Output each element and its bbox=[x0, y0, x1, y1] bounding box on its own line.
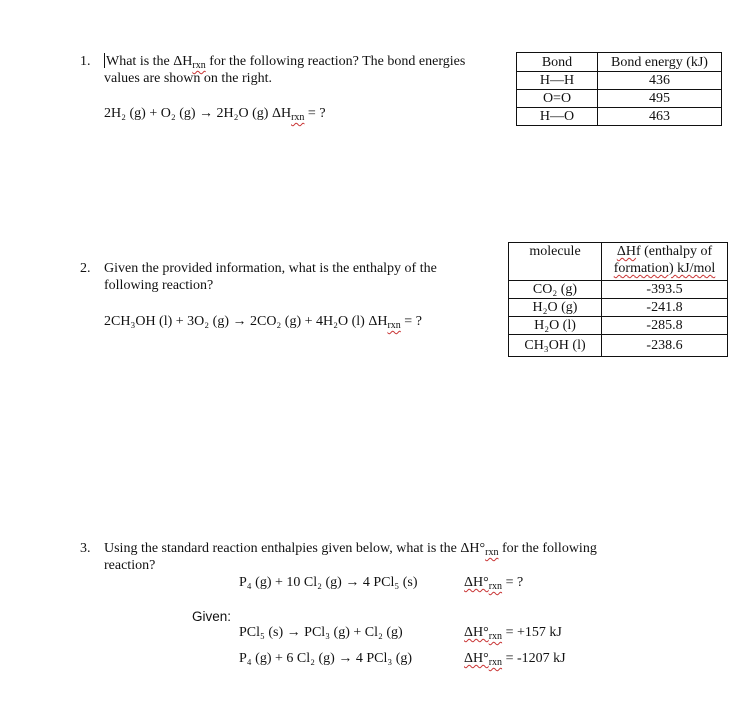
q1-line1-pre: What is the ΔH bbox=[106, 54, 193, 69]
table-row bbox=[517, 72, 722, 90]
q3-given-dh-2-symbol: ΔH° bbox=[464, 651, 489, 666]
table-header-row bbox=[517, 53, 722, 72]
header-dhf-rest: f (enthalpy of bbox=[635, 244, 713, 259]
q2-reaction-end: = ? bbox=[400, 314, 422, 329]
q3-given-dh-2 bbox=[464, 650, 566, 667]
q1-reaction bbox=[104, 105, 326, 122]
table-row bbox=[509, 335, 728, 357]
table-row bbox=[509, 299, 728, 317]
energy-cell: 436 bbox=[598, 72, 722, 90]
enthalpy-table bbox=[508, 242, 728, 357]
molecule-cell: CO₂ (g) bbox=[509, 281, 602, 299]
q1-reaction-end: = ? bbox=[304, 106, 326, 121]
q3-given-dh-1-value: = +157 kJ bbox=[502, 625, 562, 640]
q1-reaction-text: 2H₂ (g) + O₂ (g) → 2H₂O (g) ΔH bbox=[104, 106, 292, 121]
q1-number: 1. bbox=[80, 54, 91, 69]
q3-target-dh-symbol: ΔH° bbox=[464, 575, 489, 590]
table-row bbox=[509, 281, 728, 299]
table-row bbox=[517, 90, 722, 108]
bond-cell: H—O bbox=[517, 108, 598, 126]
header-molecule: molecule bbox=[509, 243, 602, 281]
q2-number: 2. bbox=[80, 261, 91, 276]
enthalpy-cell: -285.8 bbox=[602, 317, 728, 335]
q2-reaction-sub: rxn bbox=[387, 320, 401, 331]
header-bond-energy: Bond energy (kJ) bbox=[598, 53, 722, 72]
q1-reaction-sub: rxn bbox=[291, 112, 305, 123]
enthalpy-cell: -238.6 bbox=[602, 335, 728, 357]
q3-given-dh-1-sub: rxn bbox=[488, 631, 503, 642]
header-dhf-symbol: ΔH bbox=[616, 244, 636, 259]
table-row bbox=[509, 317, 728, 335]
q3-line1-sub: rxn bbox=[485, 547, 499, 558]
q2-line2: following reaction? bbox=[104, 278, 214, 293]
energy-cell: 495 bbox=[598, 90, 722, 108]
bond-cell: H—H bbox=[517, 72, 598, 90]
q3-line1-pre: Using the standard reaction enthalpies given below, what is the ΔH° bbox=[104, 541, 486, 556]
enthalpy-cell: -393.5 bbox=[602, 281, 728, 299]
bond-energy-table bbox=[516, 52, 722, 126]
header-bond: Bond bbox=[517, 53, 598, 72]
q3-number: 3. bbox=[80, 541, 91, 556]
q3-given-reaction-2: P₄ (g) + 6 Cl₂ (g) → 4 PCl₃ (g) bbox=[239, 651, 413, 666]
q1-line1 bbox=[104, 53, 465, 70]
table-row bbox=[517, 108, 722, 126]
energy-cell: 463 bbox=[598, 108, 722, 126]
text-cursor bbox=[104, 53, 105, 68]
header-dhf-line2: formation) kJ/mol bbox=[613, 261, 716, 276]
q3-given-dh-1-symbol: ΔH° bbox=[464, 625, 489, 640]
q3-target-dh bbox=[464, 574, 523, 591]
molecule-cell: H₂O (l) bbox=[509, 317, 602, 335]
q1-line1-post: for the following reaction? The bond energies bbox=[205, 54, 466, 69]
q3-given-dh-2-value: = -1207 kJ bbox=[502, 651, 566, 666]
q3-target-dh-end: = ? bbox=[502, 575, 524, 590]
q2-reaction bbox=[104, 313, 422, 330]
q3-given-label: Given: bbox=[192, 609, 232, 624]
q3-given-dh-2-sub: rxn bbox=[488, 657, 503, 668]
q3-target-reaction: P₄ (g) + 10 Cl₂ (g) → 4 PCl₅ (s) bbox=[239, 575, 418, 590]
q2-line1: Given the provided information, what is the enthalpy of the bbox=[104, 261, 437, 276]
q3-given-dh-1 bbox=[464, 624, 562, 641]
q3-line2: reaction? bbox=[104, 558, 156, 573]
bond-cell: O=O bbox=[517, 90, 598, 108]
q3-target-dh-sub: rxn bbox=[488, 581, 503, 592]
molecule-cell: H₂O (g) bbox=[509, 299, 602, 317]
table-header-row bbox=[509, 243, 728, 281]
enthalpy-cell: -241.8 bbox=[602, 299, 728, 317]
molecule-cell: CH₃OH (l) bbox=[509, 335, 602, 357]
q1-line2: values are shown on the right. bbox=[104, 71, 272, 86]
header-enthalpy bbox=[602, 243, 728, 281]
q3-given-reaction-1: PCl₅ (s) → PCl₃ (g) + Cl₂ (g) bbox=[239, 625, 403, 640]
q3-line1 bbox=[104, 540, 597, 557]
q2-reaction-text: 2CH₃OH (l) + 3O₂ (g) → 2CO₂ (g) + 4H₂O (l) ΔH bbox=[104, 314, 388, 329]
q1-line1-sub: rxn bbox=[192, 60, 206, 71]
q3-line1-post: for the following bbox=[498, 541, 597, 556]
